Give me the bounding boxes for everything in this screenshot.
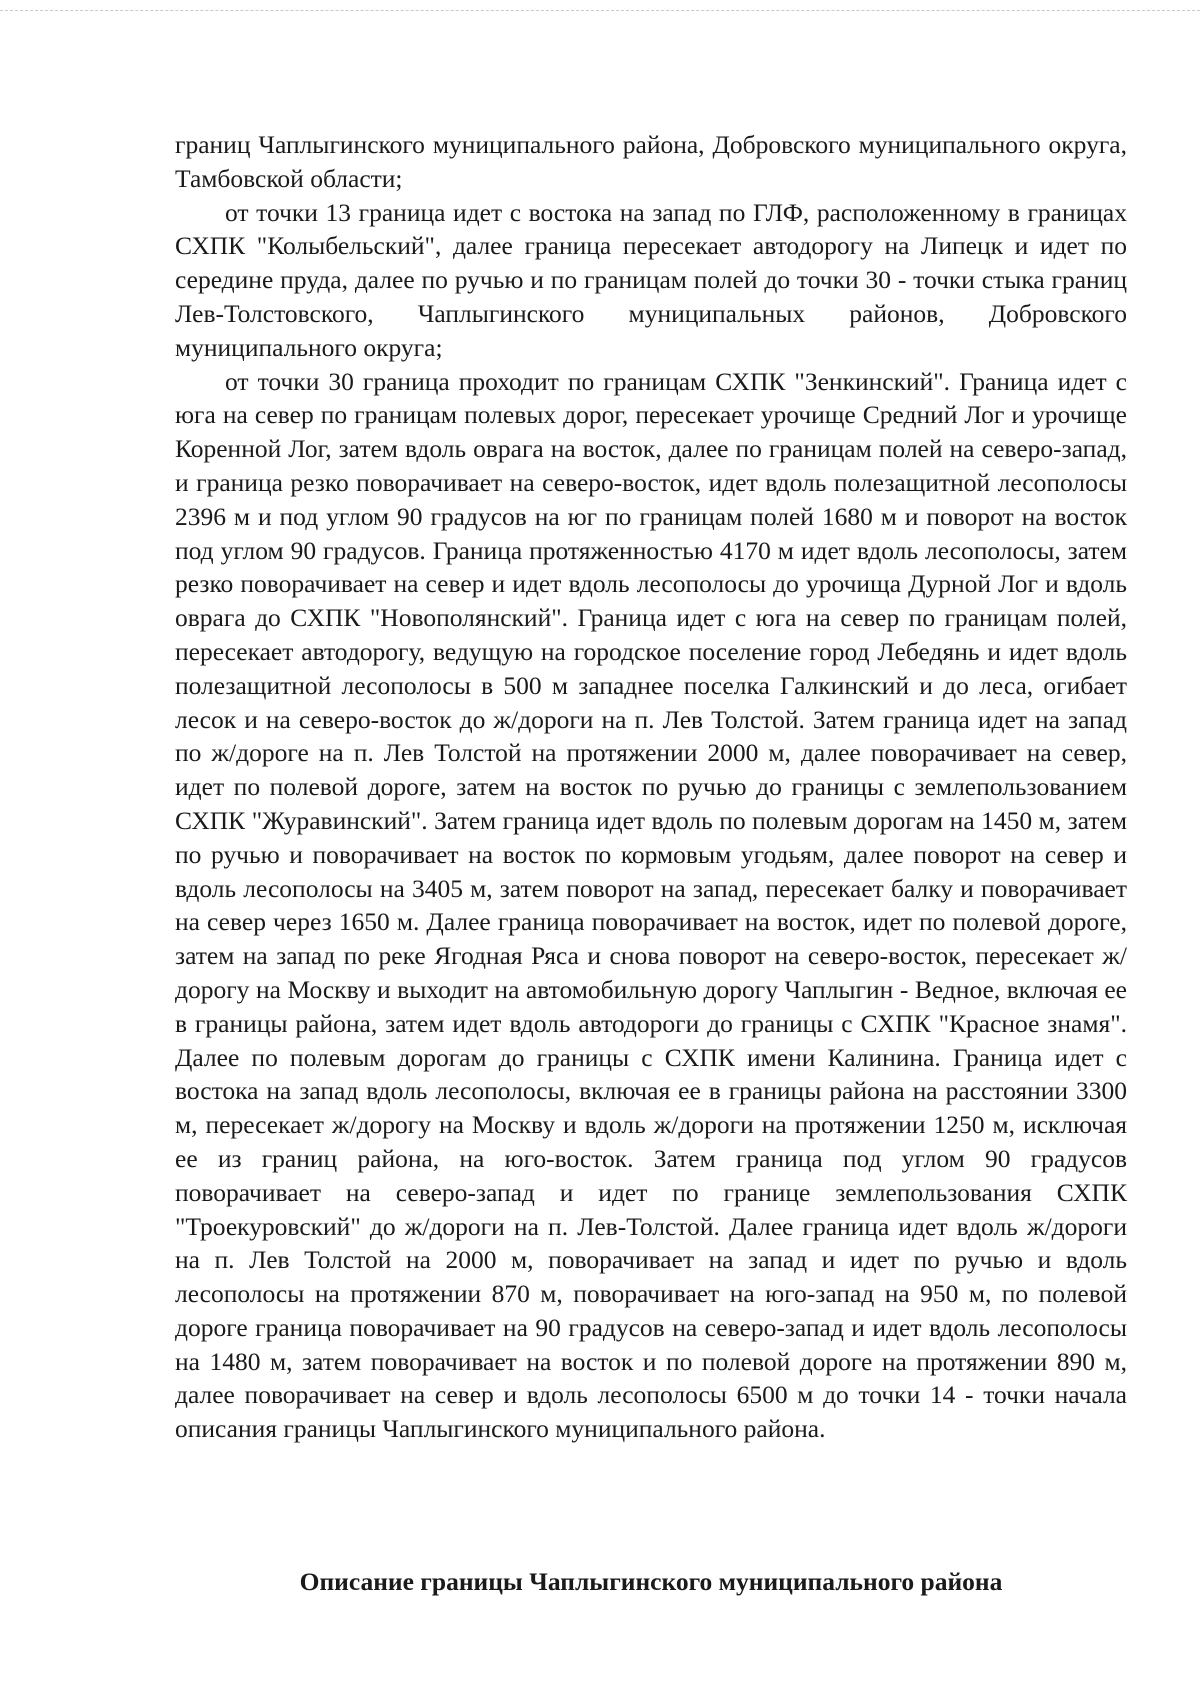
paragraph-point-13: от точки 13 граница идет с востока на запад по ГЛФ, расположенному в границах СХПК "Колыбельский", далее граница пересекает автодорогу на Липецк и идет по середине пруда, далее по ручью и по границам полей до точки 30 - точки стыка границ Лев-Толстовского, Чаплыгинского муниципальных районов, Добровского муниципального округа; <box>175 197 1127 362</box>
page-top-edge <box>0 10 1200 11</box>
section-heading: Описание границы Чаплыгинского муниципального района <box>299 1567 1003 1596</box>
paragraph-point-30: от точки 30 граница проходит по границам СХПК "Зенкинский". Граница идет с юга на север по границам полевых дорог, пересекает урочище Средний Лог и урочище Коренной Лог, затем вдоль оврага на восток, далее по границам полей на северо-запад, и граница резко поворачивает на северо-восток, идет вдоль полезащитной лесополосы 2396 м и под углом 90 градусов на юг по границам полей 1680 м и поворот на восток под углом 90 градусов. Граница протяженностью 4170 м идет вдоль лесополосы, затем резко поворачивает на север и идет вдоль лесополосы до урочища Дурной Лог и вдоль оврага до СХПК "Новополянский". Граница идет с юга на север по границам полей, пересекает автодорогу, ведущую на городское поселение город Лебедянь и идет вдоль полезащитной лесополосы в 500 м западнее поселка Галкинский и до леса, огибает лесок и на северо-восток до ж/дороги на п. Лев Толстой. Затем граница идет на запад по ж/дороге на п. Лев Толстой на протяжении 2000 м, далее поворачивает на север, идет по полевой дороге, затем на восток по ручью до границы с землепользованием СХПК "Журавинский". Затем граница идет вдоль по полевым дорогам на 1450 м, затем по ручью и поворачивает на восток по кормовым угодьям, далее поворот на север и вдоль лесополосы на 3405 м, затем поворот на запад, пересекает балку и поворачивает на север через 1650 м. Далее граница поворачивает на восток, идет по полевой дороге, затем на запад по реке Ягодная Ряса и снова поворот на северо-восток, пересекает ж/дорогу на Москву и выходит на автомобильную дорогу Чаплыгин - Ведное, включая ее в границы района, затем идет вдоль автодороги до границы с СХПК "Красное знамя". Далее по полевым дорогам до границы с СХПК имени Калинина. Граница идет с востока на запад вдоль лесополосы, включая ее в границы района на расстоянии 3300 м, пересекает ж/дорогу на Москву и вдоль ж/дороги на протяжении 1250 м, исключая ее из границ района, на юго-восток. Затем граница под углом 90 градусов поворачивает на северо-запад и идет по границе землепользования СХПК "Троекуровский" до ж/дороги на п. Лев-Толстой. Далее граница идет вдоль ж/дороги на п. Лев Толстой на 2000 м, поворачивает на запад и идет по ручью и вдоль лесополосы на протяжении 870 м, поворачивает на юго-запад на 950 м, по полевой дороге граница поворачивает на 90 градусов на северо-запад и идет вдоль лесополосы на 1480 м, затем поворачивает на восток и по полевой дороге на протяжении 890 м, далее поворачивает на север и вдоль лесополосы 6500 м до точки 14 - точки начала описания границы Чаплыгинского муниципального района. <box>175 366 1127 1444</box>
document-body <box>175 128 1127 1446</box>
paragraph-continuation: границ Чаплыгинского муниципального района, Добровского муниципального округа, Тамбовской области; <box>175 130 1127 193</box>
